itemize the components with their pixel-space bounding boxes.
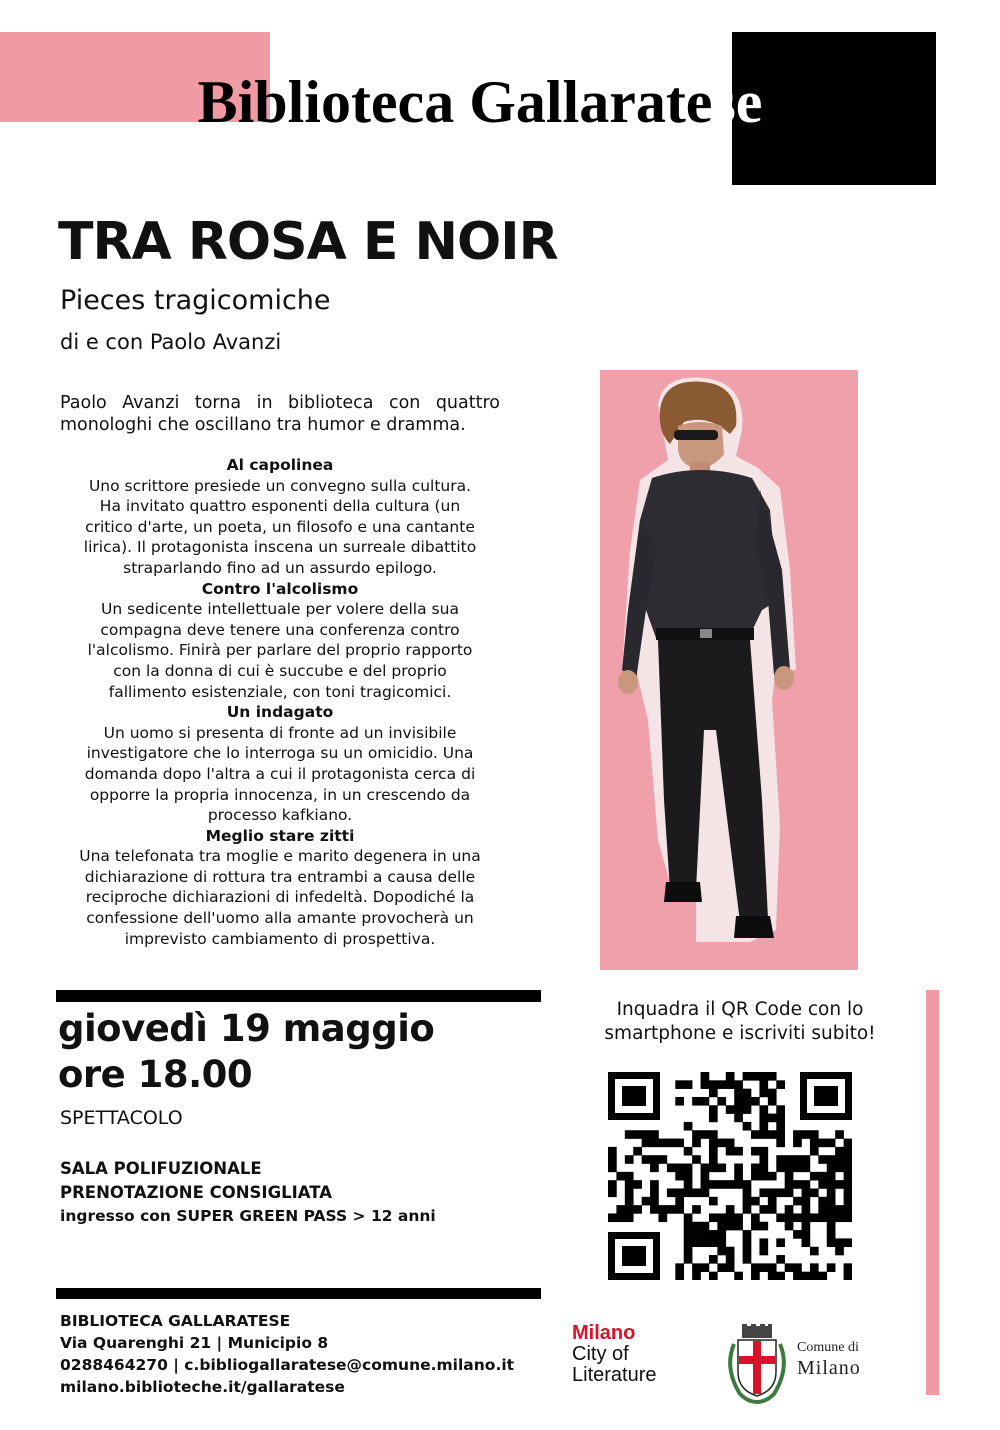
- show-line: imprevisto cambiamento di prospettiva.: [124, 929, 436, 948]
- face: [678, 422, 724, 468]
- show-line: lirica). Il protagonista inscena un surreale dibattito: [83, 538, 477, 557]
- show-title: Contro l'alcolismo: [201, 579, 359, 598]
- show-line: domanda dopo l'altra a cui il protagonista cerca di: [84, 764, 476, 783]
- logo-city-line: Literature: [572, 1364, 657, 1386]
- comune-milano-wordmark: [797, 1338, 861, 1378]
- show-item: [52, 455, 508, 579]
- comune-label: Comune di: [797, 1340, 859, 1355]
- library-title: [0, 66, 960, 138]
- library-title-dark: Biblioteca Gallarate: [197, 69, 713, 135]
- comune-city: Milano: [797, 1357, 861, 1379]
- show-line: l'alcolismo. Finirà per parlare del proprio rapporto: [87, 641, 473, 660]
- show-line: Un uomo si presenta di fronte ad un invisibile: [103, 723, 457, 742]
- event-time: ore 18.00: [58, 1053, 253, 1096]
- event-venue: SALA POLIFUZIONALE: [60, 1159, 262, 1178]
- event-title: TRA ROSA E NOIR: [58, 212, 558, 272]
- shows-list: [52, 455, 508, 949]
- show-title: Al capolinea: [226, 456, 334, 474]
- qr-caption-line: Inquadra il QR Code con lo: [616, 999, 864, 1020]
- contact-phone-email[interactable]: 0288464270 | c.bibliogallaratese@comune.milano.it: [60, 1356, 515, 1374]
- qr-caption-line: smartphone e iscriviti subito!: [604, 1023, 876, 1044]
- show-line: processo kafkiano.: [207, 806, 353, 825]
- sunglasses: [674, 430, 718, 440]
- event-booking: PRENOTAZIONE CONSIGLIATA: [60, 1183, 333, 1202]
- show-line: confessione dell'uomo alla amante provocherà un: [86, 909, 474, 928]
- divider-top: [56, 990, 541, 1002]
- event-entry: ingresso con SUPER GREEN PASS > 12 anni: [60, 1207, 436, 1225]
- event-type: SPETTACOLO: [60, 1107, 183, 1129]
- show-line: straparlando fino ad un assurdo epilogo.: [123, 558, 437, 577]
- comune-milano-crest-icon: [720, 1324, 795, 1404]
- logo-city-name: Milano: [572, 1322, 636, 1344]
- library-title-light: se: [712, 69, 763, 135]
- event-intro: Paolo Avanzi torna in biblioteca con quattro monologhi che oscillano tra humor e dramma.: [60, 393, 500, 435]
- event-subtitle: Pieces tragicomiche: [60, 285, 331, 316]
- show-line: Ha invitato quattro esponenti della cultura (un: [99, 497, 461, 516]
- event-date: giovedì 19 maggio: [58, 1007, 435, 1050]
- performer-figure: [600, 370, 858, 970]
- show-line: investigatore che lo interroga su un omicidio. Una: [86, 744, 474, 763]
- performer-photo: [600, 370, 858, 970]
- contacts: [60, 1310, 514, 1398]
- contact-address: Via Quarenghi 21 | Municipio 8: [60, 1334, 329, 1352]
- event-byline: di e con Paolo Avanzi: [60, 330, 282, 354]
- pink-side-bar: [926, 990, 939, 1395]
- show-item: [52, 702, 508, 826]
- divider-bottom: [56, 1288, 541, 1299]
- show-line: critico d'arte, un poeta, un filosofo e una cantante: [85, 517, 475, 536]
- show-title: Meglio stare zitti: [205, 826, 355, 845]
- show-line: reciproche dichiarazioni di infedeltà. Dopodiché la: [85, 888, 475, 907]
- show-item: [52, 826, 508, 950]
- show-title: Un indagato: [226, 703, 334, 722]
- show-line: dichiarazione di rottura tra entrambi a causa delle: [84, 867, 476, 886]
- show-line: opporre la propria innocenza, in un crescendo da: [89, 785, 471, 804]
- qr-caption: [570, 998, 910, 1046]
- contact-name: BIBLIOTECA GALLARATESE: [60, 1312, 291, 1330]
- milano-city-of-literature-logo: [572, 1323, 657, 1386]
- logo-city-line: City of: [572, 1343, 629, 1365]
- show-line: fallimento esistenziale, con toni tragicomici.: [108, 682, 452, 701]
- qr-code-icon[interactable]: [608, 1072, 852, 1280]
- show-line: Un sedicente intellettuale per volere della sua: [101, 600, 459, 619]
- show-line: Uno scrittore presiede un convegno sulla cultura.: [88, 476, 472, 495]
- shoes: [664, 882, 702, 902]
- show-line: compagna deve tenere una conferenza contro: [100, 620, 460, 639]
- show-line: Una telefonata tra moglie e marito degenera in una: [79, 847, 481, 866]
- show-item: [52, 579, 508, 703]
- contact-website[interactable]: milano.biblioteche.it/gallaratese: [60, 1378, 345, 1396]
- show-line: con la donna di cui è succube e del proprio: [113, 661, 447, 680]
